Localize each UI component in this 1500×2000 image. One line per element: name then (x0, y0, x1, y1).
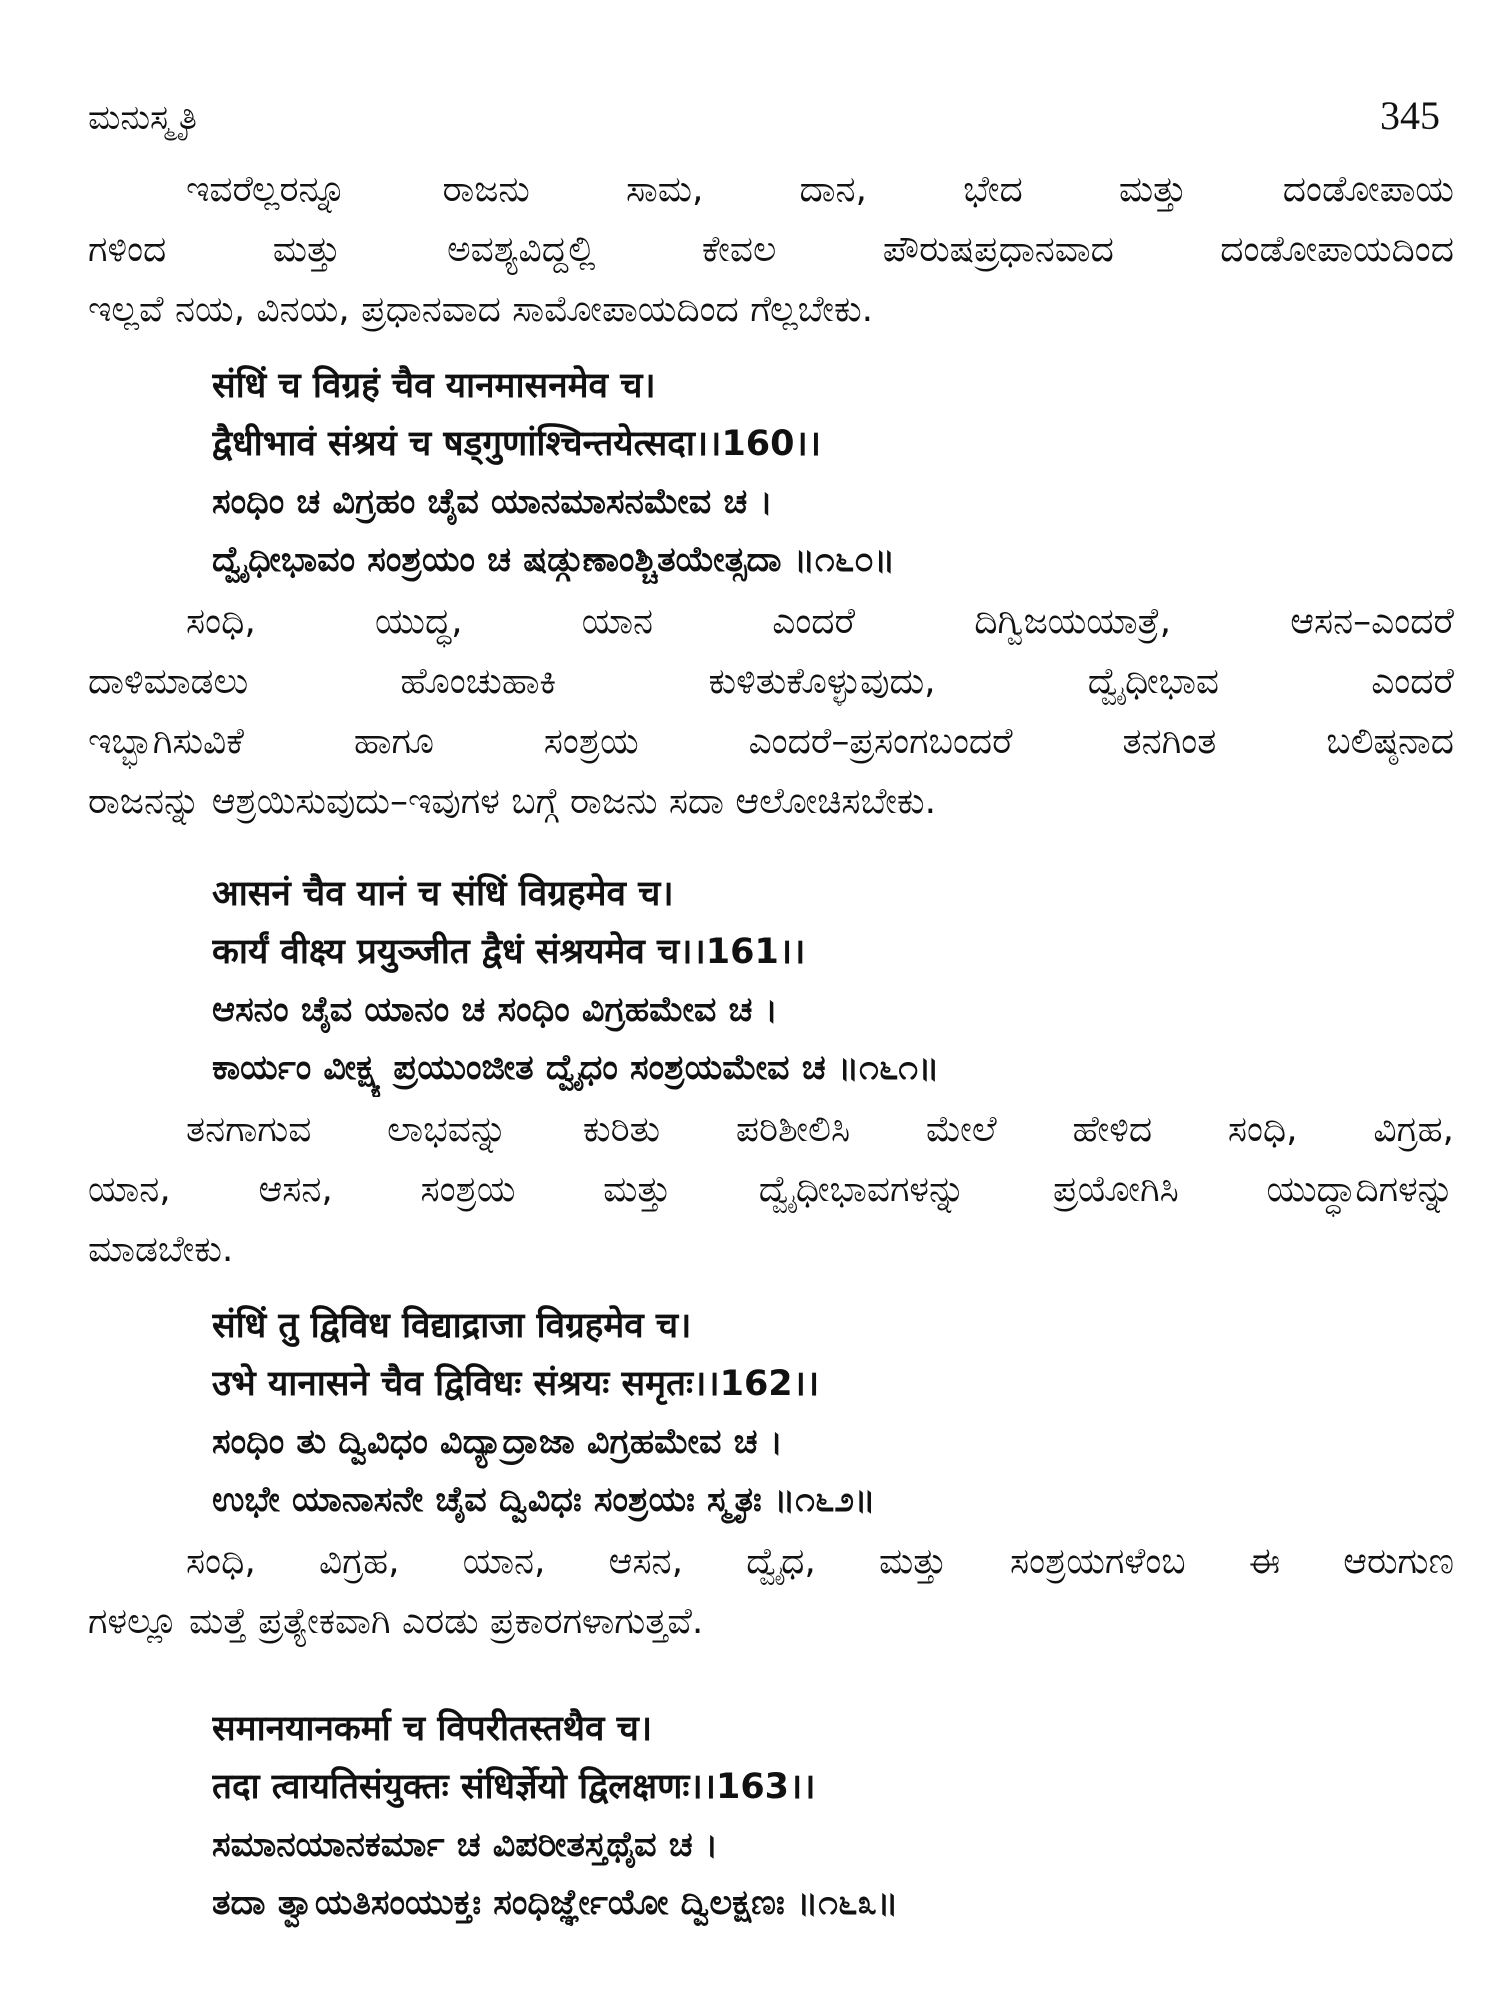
verse-line-devanagari: उभे यानासने चैव द्विविधः संश्रयः समृतः।।162।। (212, 1364, 820, 1404)
verse-161 (212, 865, 1452, 1097)
verse-line-devanagari: आसनं चैव यानं च संधिं विग्रहमेव च। (212, 874, 674, 914)
verse-line-kannada: ದ್ವೈಧೀಭಾವಂ ಸಂಶ್ರಯಂ ಚ ಷಡ್ಗುಣಾಂಶ್ಚಿತಯೇತ್ಸದಾ ॥೧೬೦॥ (212, 540, 896, 580)
verse-line-devanagari: तदा त्वायतिसंयुक्तः संधिर्ज्ञेयो द्विलक्षणः।।163।। (212, 1767, 816, 1807)
verse-162 (212, 1297, 1452, 1529)
verse-line-kannada: ತದಾ ತ್ವಾಯತಿಸಂಯುಕ್ತಃ ಸಂಧಿರ್ಜ್ಞೇಯೋ ದ್ವಿಲಕ್ಷಣಃ ॥೧೬೩॥ (212, 1883, 899, 1923)
paragraph-line: ಗಳಲ್ಲೂ ಮತ್ತೆ ಪ್ರತ್ಯೇಕವಾಗಿ ಎರಡು ಪ್ರಕಾರಗಳಾಗುತ್ತವೆ. (88, 1601, 704, 1642)
paragraph-line: ಸಂಧಿ, ವಿಗ್ರಹ, ಯಾನ, ಆಸನ, ದ್ವೈಧ, ಮತ್ತು ಸಂಶ್ರಯಗಳೆಂಬ ಈ ಆರುಗುಣ (186, 1541, 1454, 1582)
verse-line-devanagari: संधिं तु द्विविध विद्याद्राजा विग्रहमेव च। (212, 1306, 692, 1346)
verse-line-devanagari: समानयानकर्मा च विपरीतस्तथैव च। (212, 1709, 653, 1749)
paragraph-162 (88, 1532, 1454, 1652)
paragraph-line: ದಾಳಿಮಾಡಲು ಹೊಂಚುಹಾಕಿ ಕುಳಿತುಕೊಳ್ಳುವುದು, ದ್ವೈಧೀಭಾವ ಎಂದರೆ (88, 661, 1454, 702)
verse-160 (212, 357, 1452, 589)
paragraph-line: ಇಬ್ಭಾಗಿಸುವಿಕೆ ಹಾಗೂ ಸಂಶ್ರಯ ಎಂದರೆ–ಪ್ರಸಂಗಬಂದರೆ ತನಗಿಂತ ಬಲಿಷ್ಠನಾದ (88, 721, 1454, 762)
paragraph-line: ರಾಜನನ್ನು ಆಶ್ರಯಿಸುವುದು–ಇವುಗಳ ಬಗ್ಗೆ ರಾಜನು ಸದಾ ಆಲೋಚಿಸಬೇಕು. (88, 781, 937, 822)
page-number: 345 (1380, 93, 1440, 138)
paragraph-line: ಯಾನ, ಆಸನ, ಸಂಶ್ರಯ ಮತ್ತು ದ್ವೈಧೀಭಾವಗಳನ್ನು ಪ್ರಯೋಗಿಸಿ ಯುದ್ಧಾದಿಗಳನ್ನು (88, 1169, 1454, 1210)
paragraph-line: ತನಗಾಗುವ ಲಾಭವನ್ನು ಕುರಿತು ಪರಿಶೀಲಿಸಿ ಮೇಲೆ ಹೇಳಿದ ಸಂಧಿ, ವಿಗ್ರಹ, (186, 1109, 1454, 1150)
paragraph-line: ಇವರೆಲ್ಲರನ್ನೂ ರಾಜನು ಸಾಮ, ದಾನ, ಭೇದ ಮತ್ತು ದಂಡೋಪಾಯ (186, 169, 1454, 210)
verse-163 (212, 1700, 1452, 1932)
verse-line-kannada: ಸಂಧಿಂ ತು ದ್ವಿವಿಧಂ ವಿದ್ಯಾದ್ರಾಜಾ ವಿಗ್ರಹಮೇವ ಚ । (212, 1422, 783, 1462)
paragraph-161 (88, 1100, 1454, 1280)
verse-line-kannada: ಸಂಧಿಂ ಚ ವಿಗ್ರಹಂ ಚೈವ ಯಾನಮಾಸನಮೇವ ಚ । (212, 482, 773, 522)
paragraph-160 (88, 592, 1454, 832)
paragraph-intro (88, 160, 1454, 340)
verse-line-kannada: ಸಮಾನಯಾನಕರ್ಮಾ ಚ ವಿಪರೀತಸ್ತಥೈವ ಚ । (212, 1825, 719, 1865)
verse-line-kannada: ಆಸನಂ ಚೈವ ಯಾನಂ ಚ ಸಂಧಿಂ ವಿಗ್ರಹಮೇವ ಚ । (212, 990, 778, 1030)
paragraph-line: ಇಲ್ಲವೆ ನಯ, ವಿನಯ, ಪ್ರಧಾನವಾದ ಸಾಮೋಪಾಯದಿಂದ ಗೆಲ್ಲಬೇಕು. (88, 289, 874, 330)
running-header-title: ಮನುಸ್ಮೃತಿ (88, 98, 197, 138)
paragraph-line: ಗಳಿಂದ ಮತ್ತು ಅವಶ್ಯವಿದ್ದಲ್ಲಿ ಕೇವಲ ಪೌರುಷಪ್ರಧಾನವಾದ ದಂಡೋಪಾಯದಿಂದ (88, 229, 1454, 270)
verse-line-kannada: ಉಭೇ ಯಾನಾಸನೇ ಚೈವ ದ್ವಿವಿಧಃ ಸಂಶ್ರಯಃ ಸ್ಮೃತಃ ॥೧೬೨॥ (212, 1480, 876, 1520)
paragraph-line: ಸಂಧಿ, ಯುದ್ಧ, ಯಾನ ಎಂದರೆ ದಿಗ್ವಿಜಯಯಾತ್ರೆ, ಆಸನ–ಎಂದರೆ (186, 601, 1454, 642)
verse-line-kannada: ಕಾರ್ಯಂ ವೀಕ್ಷ್ಯ ಪ್ರಯುಂಜೀತ ದ್ವೈಧಂ ಸಂಶ್ರಯಮೇವ ಚ ॥೧೬೧॥ (212, 1048, 940, 1088)
paragraph-line: ಮಾಡಬೇಕು. (88, 1229, 234, 1270)
verse-line-devanagari: द्वैधीभावं संश्रयं च षड्गुणांश्चिन्तयेत्सदा।।160।। (212, 424, 822, 464)
verse-line-devanagari: संधिं च विग्रहं चैव यानमासनमेव च। (212, 366, 656, 406)
verse-line-devanagari: कार्यं वीक्ष्य प्रयुञ्जीत द्वैधं संश्रयमेव च।।161।। (212, 932, 806, 972)
